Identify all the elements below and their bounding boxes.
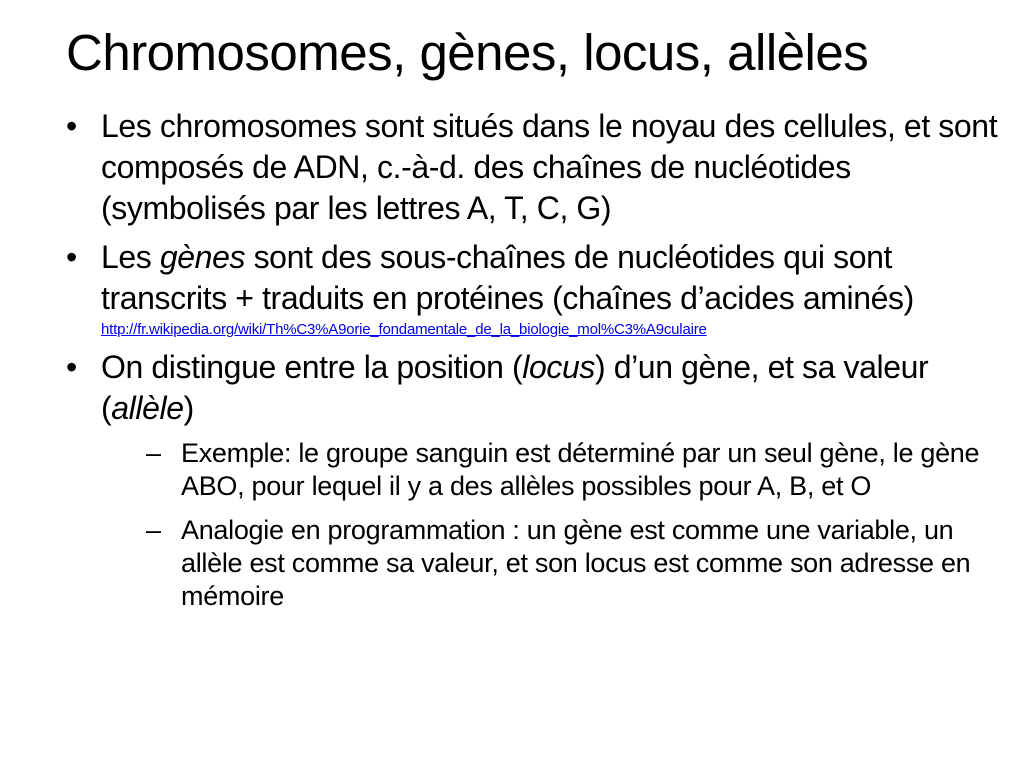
bullet-text-end: ): [183, 390, 194, 426]
dash-bullet-icon: –: [146, 438, 161, 468]
bullet-item: [66, 347, 1006, 429]
slide-title: Chromosomes, gènes, locus, allèles: [66, 24, 869, 81]
slide-body: [66, 106, 1006, 624]
bullet-text-middle: ) d’un gène, et sa valeur (: [101, 349, 929, 426]
bullet-text-end: sont des sous-chaînes de nucléotides qui sont transcrits + traduits en protéines (chaînes d’acides aminés): [101, 239, 914, 316]
bullet-text-start: On distingue entre la position (: [101, 349, 523, 385]
bullet-text: Les chromosomes sont situés dans le noyau des cellules, et sont composés de ADN, c.-à-d. des chaînes de nucléotides (symbolisés par les lettres A, T, C, G): [101, 108, 998, 226]
bullet-text-start: Les: [101, 239, 160, 275]
bullet-dot-icon: •: [66, 239, 77, 275]
emphasis-term: gènes: [159, 239, 246, 275]
sub-bullet-item: [146, 437, 1006, 503]
emphasis-allele: allèle: [111, 390, 184, 426]
bullet-item: [66, 237, 1006, 339]
sub-bullet-item: [146, 514, 1006, 613]
bullet-dot-icon: •: [66, 108, 77, 144]
reference-link-line: [101, 321, 1006, 339]
dash-bullet-icon: –: [146, 515, 161, 545]
bullet-item: [66, 106, 1006, 229]
emphasis-locus: locus: [522, 349, 595, 385]
bullet-dot-icon: •: [66, 349, 77, 385]
sub-bullet-text: Exemple: le groupe sanguin est déterminé par un seul gène, le gène ABO, pour lequel il y a des allèles possibles pour A, B, et O: [181, 438, 980, 501]
sub-bullet-text: Analogie en programmation : un gène est comme une variable, un allèle est comme sa valeur, et son locus est comme son adresse en mémoire: [181, 515, 971, 611]
wikipedia-link[interactable]: http://fr.wikipedia.org/wiki/Th%C3%A9orie_fondamentale_de_la_biologie_mol%C3%A9culaire: [101, 321, 707, 338]
